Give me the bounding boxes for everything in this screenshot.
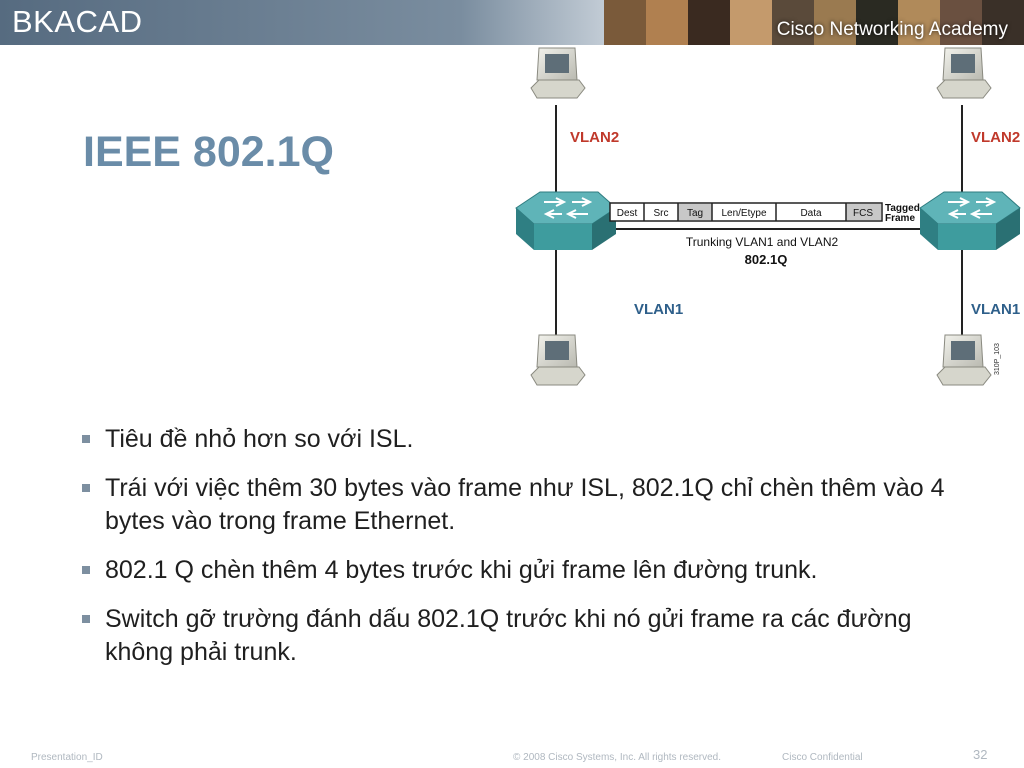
frame-field-dest: Dest xyxy=(616,208,638,219)
bullet-item xyxy=(78,423,958,456)
tagged-frame-label: Tagged xyxy=(885,203,920,214)
bullet-square-icon xyxy=(82,484,90,492)
slide-title: IEEE 802.1Q xyxy=(83,128,334,176)
trunk-protocol-label: 802.1Q xyxy=(744,252,788,267)
frame-field-src: Src xyxy=(653,208,669,219)
pc-icon xyxy=(937,335,991,385)
footer-copyright: © 2008 Cisco Systems, Inc. All rights reserved. xyxy=(513,752,722,763)
brand-label: BKACAD xyxy=(12,4,143,39)
page-number: 32 xyxy=(973,747,988,762)
vlan1-label-right: VLAN1 xyxy=(971,301,1021,318)
bullet-square-icon xyxy=(82,615,90,623)
bullet-item xyxy=(78,603,958,669)
bullet-text: Trái với việc thêm 30 bytes vào frame như ISL, 802.1Q chỉ chèn thêm vào 4 bytes vào trong frame Ethernet. xyxy=(105,474,945,535)
frame-field-tag: Tag xyxy=(686,208,704,219)
frame-field-fcs: FCS xyxy=(853,208,873,219)
academy-banner xyxy=(604,0,1024,45)
footer-presentation-id: Presentation_ID xyxy=(31,752,103,763)
bullet-text: Tiêu đề nhỏ hơn so với ISL. xyxy=(105,425,414,453)
trunk-caption: Trunking VLAN1 and VLAN2 xyxy=(685,235,839,249)
figure-code: 310P_103 xyxy=(994,343,1001,375)
switch-icon xyxy=(516,192,616,250)
frame-field-len-etype: Len/Etype xyxy=(721,208,767,219)
bullet-item xyxy=(78,472,958,538)
bullet-square-icon xyxy=(82,566,90,574)
vlan1-label-left: VLAN1 xyxy=(634,301,684,318)
bullet-text: 802.1 Q chèn thêm 4 bytes trước khi gửi frame lên đường trunk. xyxy=(105,556,818,584)
pc-icon xyxy=(531,335,585,385)
bullet-item xyxy=(78,554,958,587)
bullet-list xyxy=(78,423,958,685)
header-bar xyxy=(0,0,1024,45)
pc-icon xyxy=(531,48,585,98)
pc-icon xyxy=(937,48,991,98)
tagged-frame xyxy=(610,203,882,221)
footer-confidential: Cisco Confidential xyxy=(782,752,863,763)
vlan-trunk-diagram xyxy=(500,45,1024,400)
frame-field-data: Data xyxy=(800,208,822,219)
bullet-square-icon xyxy=(82,435,90,443)
vlan2-label-right: VLAN2 xyxy=(971,129,1021,146)
switch-icon xyxy=(920,192,1020,250)
academy-logo-text: Cisco Networking Academy xyxy=(776,19,1008,40)
tagged-frame-label: Frame xyxy=(885,213,916,224)
vlan2-label-left: VLAN2 xyxy=(570,129,620,146)
bullet-text: Switch gỡ trường đánh dấu 802.1Q trước khi nó gửi frame ra các đường không phải trunk. xyxy=(105,605,912,666)
